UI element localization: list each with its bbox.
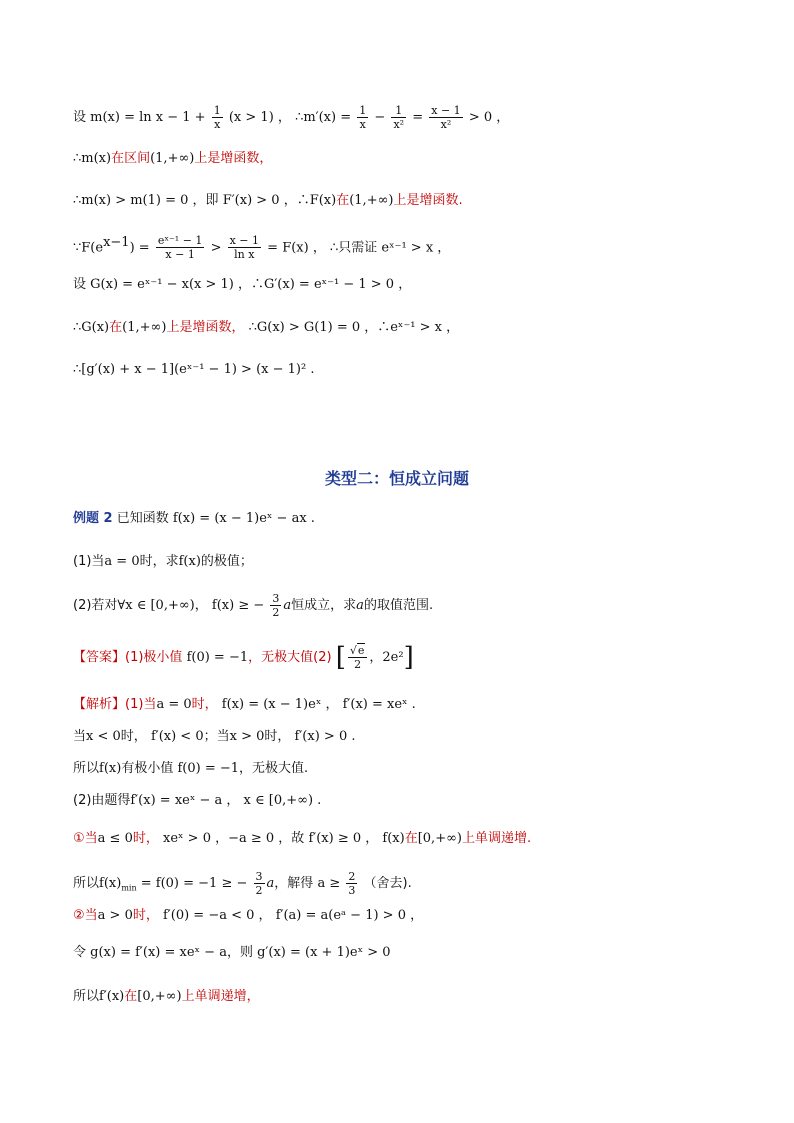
denominator: x − 1	[165, 248, 195, 262]
math: (1,+∞)	[122, 320, 167, 335]
question-2	[73, 592, 433, 619]
line-2	[73, 150, 272, 168]
text: 上单调递增.	[462, 831, 532, 846]
text: (1)极小值	[125, 650, 183, 665]
fraction	[270, 592, 281, 619]
right-bracket: ]	[403, 642, 414, 673]
text: 已知函数	[116, 511, 169, 526]
math: F′(x) > 0 ，∴F(x)	[222, 193, 337, 208]
text: ，	[277, 110, 291, 125]
denominator: ln x	[234, 248, 255, 262]
analysis-line-1	[73, 696, 416, 714]
text: 时，	[264, 729, 291, 744]
fraction	[357, 104, 368, 131]
text: 时，	[120, 729, 147, 744]
numerator: x − 1	[229, 234, 260, 248]
math: f(x)	[382, 831, 405, 846]
math: x ∈ [0,+∞) .	[243, 793, 322, 808]
analysis-line-6	[73, 870, 412, 898]
math: [0,+∞)	[137, 989, 182, 1004]
math: f(x)	[99, 761, 122, 776]
math: a ≥	[317, 876, 341, 891]
math: ∴m(x) > m(1) = 0 ，即	[73, 193, 219, 208]
numerator: 2	[348, 870, 356, 883]
text: 上单调递增，	[181, 989, 260, 1004]
text: 上是增函数.	[393, 193, 463, 208]
text: 所以	[73, 876, 100, 891]
fraction	[348, 644, 368, 671]
text: 时，求	[139, 554, 179, 569]
math: ，2e²	[369, 650, 404, 665]
left-bracket: [	[335, 642, 346, 673]
math: [0,+∞)	[417, 831, 462, 846]
text: ，则	[226, 945, 253, 960]
math: ∀x ∈ [0,+∞)，	[117, 598, 208, 613]
analysis-line-5	[73, 830, 531, 848]
math: f′(x) = xeˣ − a ，	[130, 793, 240, 808]
math: a = 0	[156, 697, 192, 712]
text: 在	[404, 831, 418, 846]
analysis-line-9	[73, 988, 260, 1006]
analysis-line-8	[73, 944, 391, 962]
text: (1)当	[73, 554, 105, 569]
analysis-line-2	[73, 728, 355, 746]
math: a	[266, 876, 275, 891]
denominator: 3	[348, 884, 356, 897]
math: f(x)	[99, 876, 122, 891]
math: g′(x) = (x + 1)eˣ > 0	[257, 945, 391, 960]
text: （舍去).	[363, 876, 412, 891]
fraction	[391, 104, 406, 131]
text: ①当	[73, 831, 98, 846]
text: 当	[73, 729, 87, 744]
math: f′(x) = xeˣ .	[342, 697, 416, 712]
line-1	[73, 104, 509, 131]
line-6	[73, 319, 459, 337]
text: (2)由题得	[73, 793, 131, 808]
numerator: 3	[272, 592, 280, 605]
math: f(x)	[178, 554, 201, 569]
denominator: 2	[255, 884, 263, 897]
text: 设	[73, 277, 87, 292]
math: f(x) = (x − 1)eˣ − ax .	[172, 511, 315, 526]
example-line	[73, 510, 315, 528]
numerator: x − 1	[431, 104, 461, 117]
math: f′(x) < 0	[150, 729, 204, 744]
denominator: x	[359, 118, 366, 131]
text: 在区间	[111, 151, 151, 166]
analysis-line-3	[73, 760, 308, 778]
math: x < 0	[86, 729, 121, 744]
analysis-line-7	[73, 907, 423, 925]
text: 在	[336, 193, 350, 208]
denominator: 2	[272, 606, 280, 619]
fraction	[212, 104, 223, 131]
text: 令	[73, 945, 87, 960]
math: x > 0	[229, 729, 265, 744]
line-7	[73, 361, 314, 379]
numerator: 1	[359, 104, 367, 117]
math: f′(a) = a(eᵃ − 1) > 0 ，	[275, 908, 424, 923]
math: f(0) = −1	[186, 650, 249, 665]
example-label: 例题 2	[73, 511, 113, 526]
numerator: 1	[213, 104, 221, 117]
math: f(0) = −1	[177, 761, 240, 776]
math: ) =	[129, 240, 150, 256]
text: 上是增函数，	[194, 151, 273, 166]
superscript: x−1	[103, 235, 130, 250]
text: ∴只需证	[329, 240, 378, 256]
math: (x > 1)	[228, 110, 274, 125]
text: ，无极大值(2)	[248, 650, 332, 665]
text: ②当	[73, 908, 98, 923]
math: a	[356, 598, 364, 613]
analysis-label: 【解析】	[73, 697, 126, 712]
line-5	[73, 276, 411, 294]
text: ；当	[203, 729, 230, 744]
math: =	[412, 110, 424, 125]
text: 时，	[132, 831, 159, 846]
text: (2)若对	[73, 598, 118, 613]
denominator: x²	[440, 118, 452, 131]
denominator: x	[214, 118, 221, 131]
math: f′(x)	[99, 989, 125, 1004]
math: ∴[g′(x) + x − 1](eˣ⁻¹ − 1) > (x − 1)² .	[73, 362, 315, 377]
math: f′(x) ≥ 0 ，	[308, 831, 379, 846]
answer-label: 【答案】	[73, 650, 126, 665]
numerator: 3	[255, 870, 263, 883]
math: (1,+∞)	[150, 151, 195, 166]
section-heading: 类型二：恒成立问题	[324, 469, 469, 488]
text: ，解得	[274, 876, 314, 891]
text: 有极小值	[121, 761, 174, 776]
text: 所以	[73, 761, 100, 776]
text: 的极值；	[200, 554, 253, 569]
sqrt-icon: √	[349, 644, 357, 657]
math: a	[283, 598, 292, 613]
math: f(x) ≥ −	[211, 598, 265, 613]
text: ，无极大值.	[239, 761, 309, 776]
math: xeˣ > 0 ，−a ≥ 0 ，故	[163, 831, 305, 846]
answer-line	[73, 644, 414, 671]
math: f(x) = (x − 1)eˣ ，	[221, 697, 339, 712]
radicand: e	[357, 644, 365, 657]
math: ∵F(e	[73, 240, 104, 256]
fraction	[254, 870, 265, 897]
text: 在	[124, 989, 138, 1004]
text: 在	[109, 320, 123, 335]
text: 恒成立，求	[291, 598, 357, 613]
denominator: 2	[354, 658, 362, 671]
text: (1)当	[125, 697, 157, 712]
math: G(x) = eˣ⁻¹ − x(x > 1) ，∴G′(x) = eˣ⁻¹ − 1 > 0 ，	[90, 277, 412, 292]
math: eˣ⁻¹ > x ，	[381, 240, 451, 256]
fraction	[346, 870, 357, 897]
math: = F(x) ，	[267, 240, 326, 256]
math: > 0 ，	[468, 110, 510, 125]
math: m(x) = ln x − 1 +	[90, 110, 206, 125]
math: a > 0	[97, 908, 133, 923]
denominator: x²	[393, 118, 405, 131]
text: 所以	[73, 989, 100, 1004]
math: >	[210, 240, 222, 256]
fraction	[156, 234, 205, 261]
question-1	[73, 553, 253, 571]
math: a = 0	[104, 554, 140, 569]
math: −	[374, 110, 386, 125]
line-3	[73, 192, 463, 210]
math: a ≤ 0	[97, 831, 133, 846]
analysis-line-4	[73, 792, 321, 810]
math: (1,+∞)	[349, 193, 394, 208]
math: ∴G(x) > G(1) = 0 ，∴eˣ⁻¹ > x ，	[248, 320, 460, 335]
text: 时，	[132, 908, 159, 923]
subscript: min	[121, 883, 137, 893]
math: f′(0) = −a < 0 ，	[163, 908, 272, 923]
line-4	[73, 234, 450, 261]
math: ∴m(x)	[73, 151, 112, 166]
fraction	[228, 234, 261, 261]
numerator: eˣ⁻¹ − 1	[157, 234, 203, 248]
text: 设	[73, 110, 87, 125]
text: 上是增函数，	[166, 320, 245, 335]
math: g(x) = f′(x) = xeˣ − a	[90, 945, 227, 960]
text: 时，	[191, 697, 218, 712]
math: = f(0) = −1 ≥ −	[140, 876, 248, 891]
math: ∴G(x)	[73, 320, 110, 335]
numerator: 1	[391, 104, 406, 118]
math: f′(x) > 0 .	[294, 729, 356, 744]
fraction	[429, 104, 462, 131]
text: 的取值范围.	[363, 598, 434, 613]
math: ∴m′(x) =	[295, 110, 352, 125]
